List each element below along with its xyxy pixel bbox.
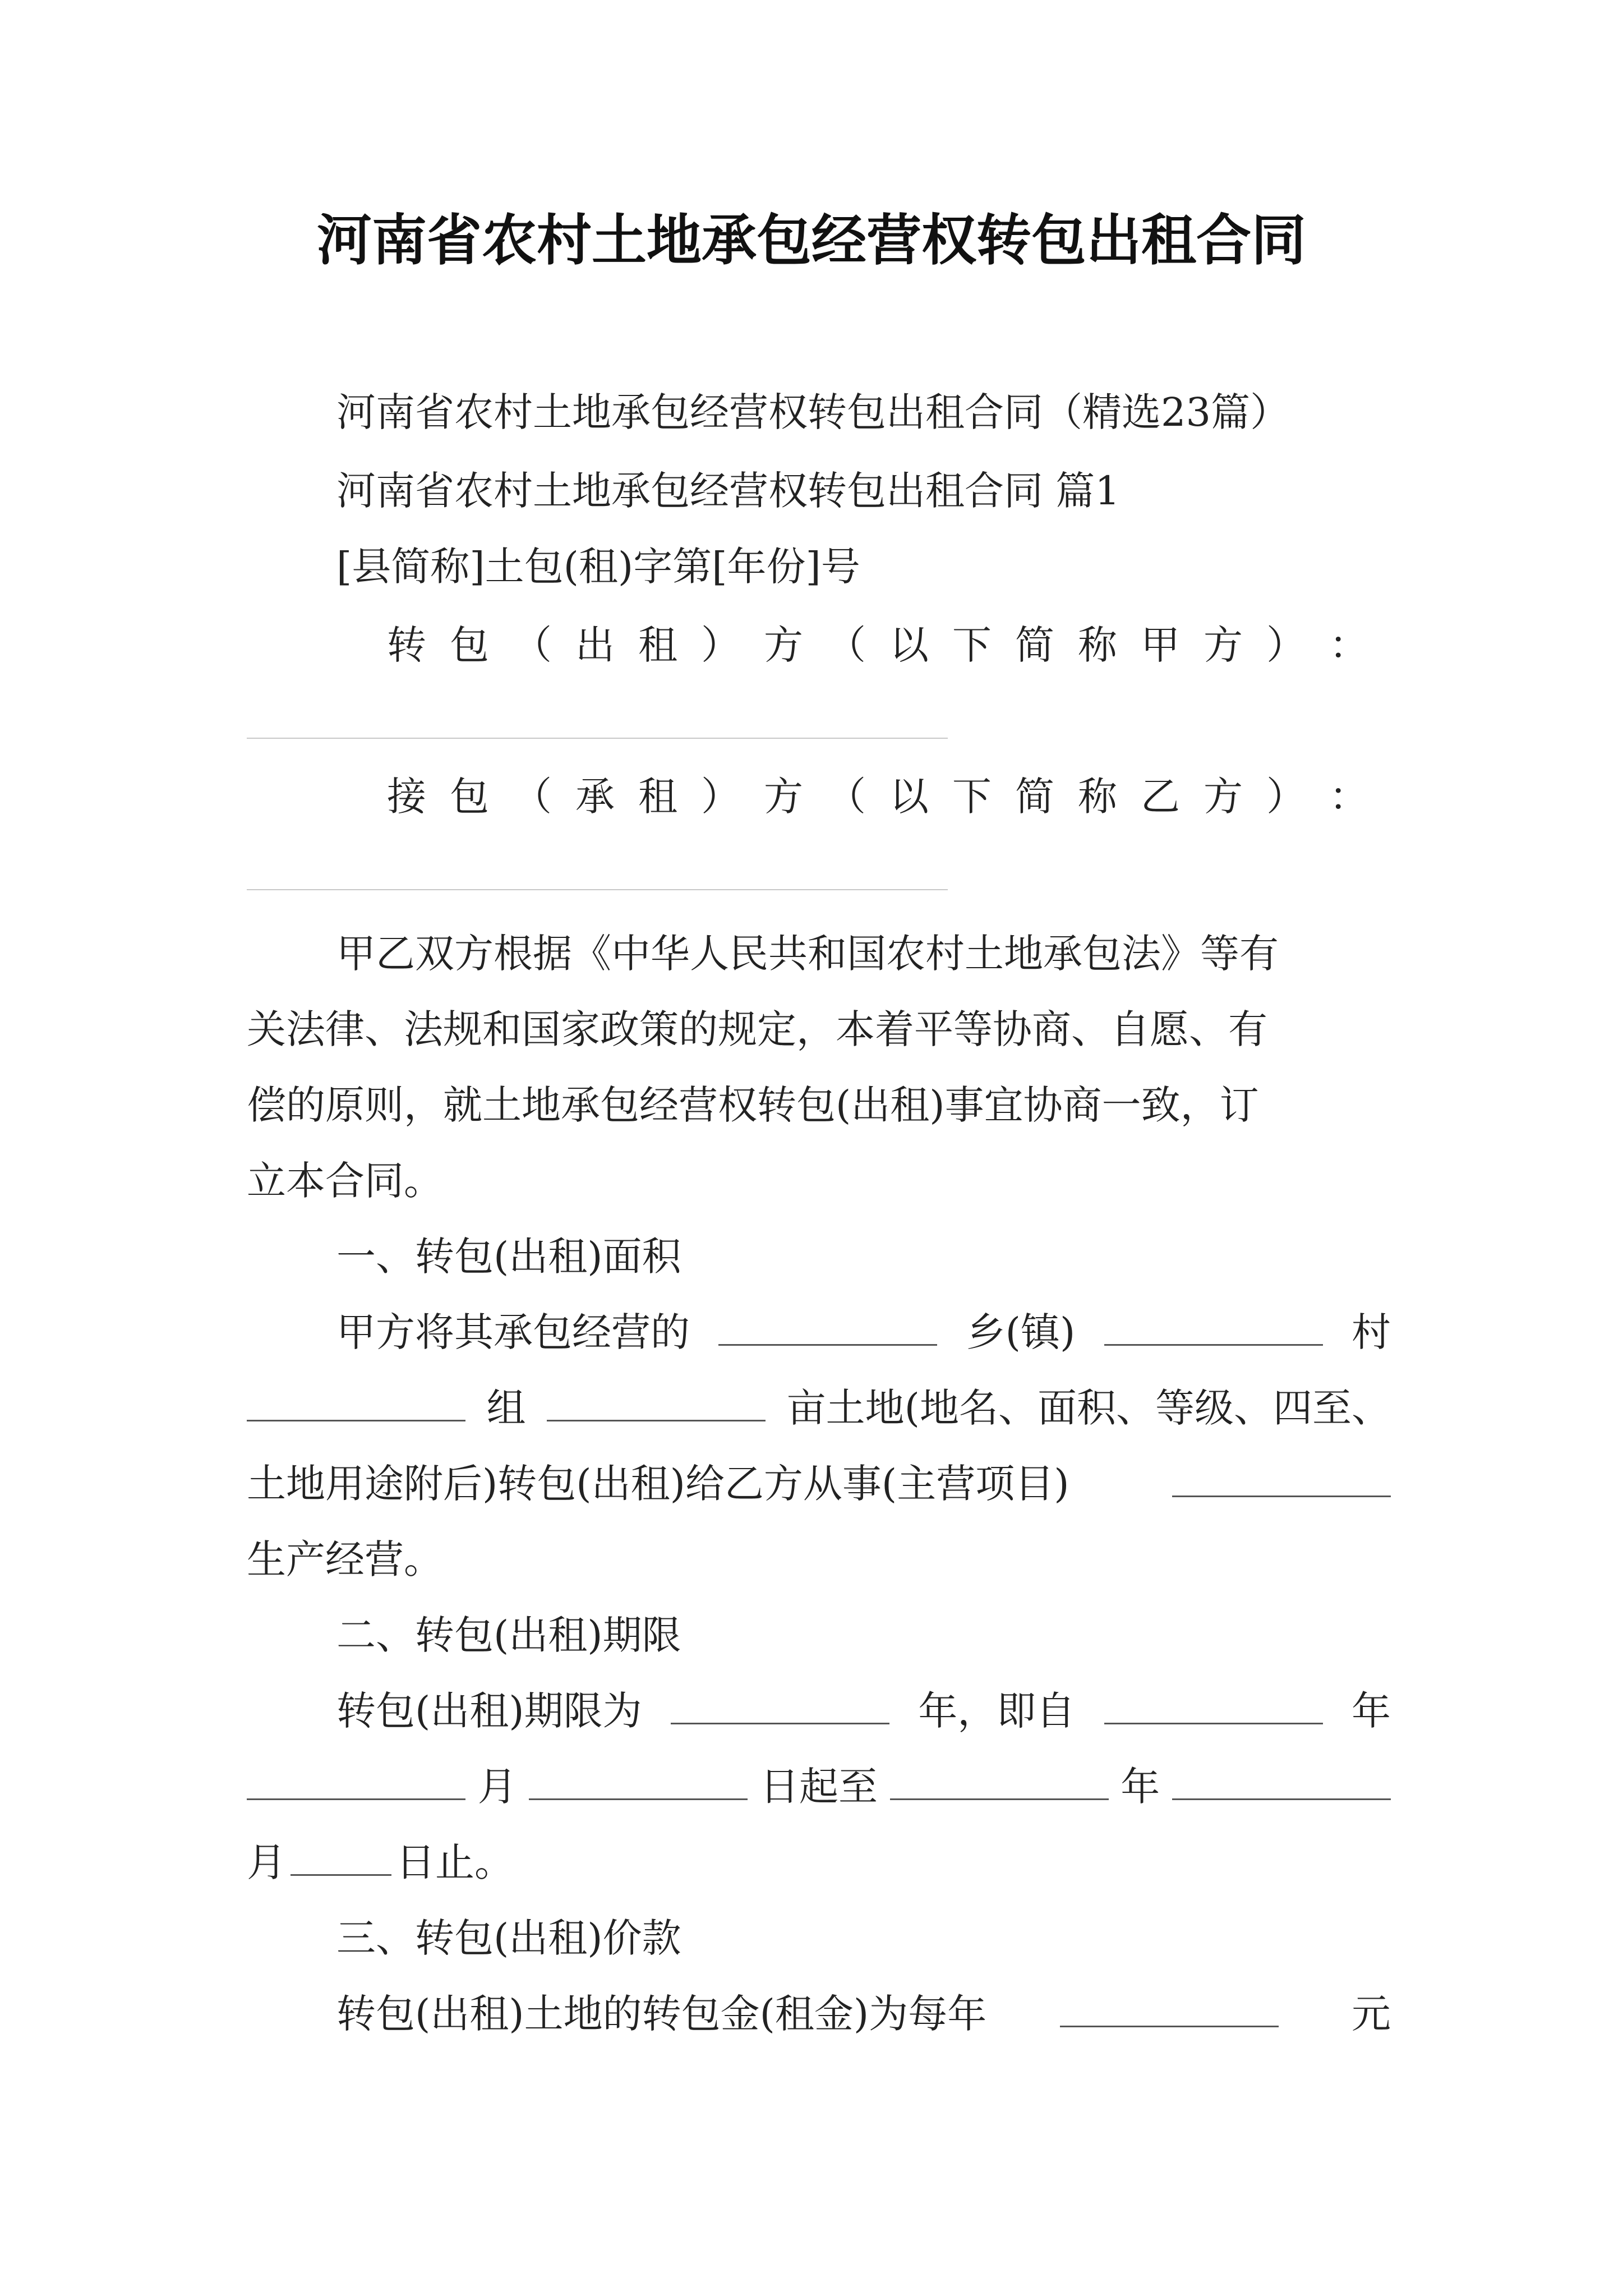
party-label-char: ： (1329, 774, 1368, 820)
party-a-label (387, 614, 1368, 676)
section1-text: 土地用途附后)转包(出租)给乙方从事(主营项目) (247, 1461, 1069, 1507)
party-label-char: 下 (952, 774, 992, 820)
party-label-char: 包 (450, 774, 489, 820)
section2-text: 月 (477, 1764, 517, 1810)
section2-line (336, 1680, 1391, 1742)
document-subtitle: 河南省农村土地承包经营权转包出租合同（精选23篇） (336, 389, 1290, 435)
section3-text: 转包(出租)土地的转包金(租金)为每年 (336, 1991, 987, 2037)
party-label-char: 简 (1015, 774, 1054, 820)
section2-text: 年，即自 (918, 1688, 1076, 1734)
document-title: 河南省农村土地承包经营权转包出租合同 (316, 209, 1306, 273)
party-label-char: 简 (1015, 622, 1054, 668)
blank-field[interactable] (671, 1720, 889, 1724)
party-label-char: （ (827, 774, 866, 820)
blank-field[interactable] (291, 1872, 391, 1876)
blank-field[interactable] (1104, 1342, 1323, 1346)
party-label-char: 方 (764, 774, 803, 820)
blank-field[interactable] (718, 1342, 937, 1346)
section2-line (247, 1756, 1391, 1818)
section1-text: 组 (486, 1385, 526, 1431)
preamble-line: 立本合同。 (247, 1158, 443, 1204)
section1-line (247, 1453, 1391, 1515)
blank-field[interactable] (1060, 2023, 1279, 2027)
section2-line (247, 1832, 1391, 1893)
party-label-char: 出 (575, 622, 615, 668)
party-label-char: 称 (1078, 622, 1117, 668)
blank-field[interactable] (547, 1418, 766, 1421)
blank-field[interactable] (1172, 1493, 1391, 1497)
party-label-char: 转 (387, 622, 426, 668)
party-b-fill-line (247, 889, 948, 890)
section1-text: 村 (1352, 1309, 1391, 1355)
blank-field[interactable] (529, 1796, 748, 1800)
section1-line (336, 1301, 1391, 1363)
party-label-char: （ (513, 622, 552, 668)
party-label-char: ） (701, 774, 740, 820)
section-heading: 二、转包(出租)期限 (336, 1612, 681, 1658)
section2-text: 日起至 (759, 1764, 878, 1810)
party-label-char: 乙 (1141, 774, 1180, 820)
party-label-char: 承 (575, 774, 615, 820)
section1-line: 生产经营。 (247, 1536, 443, 1582)
section2-text: 年 (1352, 1688, 1391, 1734)
party-label-char: （ (513, 774, 552, 820)
party-label-char: 租 (638, 622, 677, 668)
section2-text: 月 (247, 1839, 286, 1885)
party-b-label (387, 766, 1368, 827)
party-label-char: ） (701, 622, 740, 668)
party-label-char: 以 (889, 622, 929, 668)
party-label-char: 租 (638, 774, 677, 820)
blank-field[interactable] (247, 1418, 465, 1421)
preamble-line: 关法律、法规和国家政策的规定，本着平等协商、自愿、有 (247, 1006, 1267, 1052)
party-label-char: 接 (387, 774, 426, 820)
section-heading: 三、转包(出租)价款 (336, 1915, 681, 1961)
party-a-fill-line (247, 738, 948, 739)
party-label-char: ） (1266, 622, 1306, 668)
chapter-heading: 河南省农村土地承包经营权转包出租合同 篇1 (336, 468, 1120, 514)
blank-field[interactable] (1104, 1720, 1323, 1724)
section1-line (247, 1377, 1391, 1439)
section1-text: 乡(镇) (966, 1309, 1076, 1355)
section1-text: 甲方将其承包经营的 (336, 1309, 690, 1355)
party-label-char: ） (1266, 774, 1306, 820)
party-label-char: 称 (1078, 774, 1117, 820)
section2-text: 日止。 (396, 1839, 514, 1885)
party-label-char: 以 (889, 774, 929, 820)
section3-line (336, 1983, 1391, 2045)
party-label-char: 方 (1204, 774, 1243, 820)
party-label-char: 下 (952, 622, 992, 668)
party-label-char: 方 (1204, 622, 1243, 668)
party-label-char: 包 (450, 622, 489, 668)
party-label-char: 甲 (1141, 622, 1180, 668)
document-number: [县简称]土包(租)字第[年份]号 (336, 544, 860, 590)
section2-text: 年 (1121, 1764, 1160, 1810)
party-label-char: （ (827, 622, 866, 668)
blank-field[interactable] (890, 1796, 1109, 1800)
party-label-char: ： (1329, 622, 1368, 668)
party-label-char: 方 (764, 622, 803, 668)
section-heading: 一、转包(出租)面积 (336, 1234, 681, 1280)
preamble-line: 甲乙双方根据《中华人民共和国农村土地承包法》等有 (336, 931, 1279, 977)
blank-field[interactable] (247, 1796, 465, 1800)
section3-text: 元 (1352, 1991, 1391, 2037)
blank-field[interactable] (1172, 1796, 1391, 1800)
section1-text: 亩土地(地名、面积、等级、四至、 (786, 1385, 1391, 1431)
preamble-line: 偿的原则，就土地承包经营权转包(出租)事宜协商一致，订 (247, 1082, 1259, 1128)
section2-text: 转包(出租)期限为 (336, 1688, 642, 1734)
